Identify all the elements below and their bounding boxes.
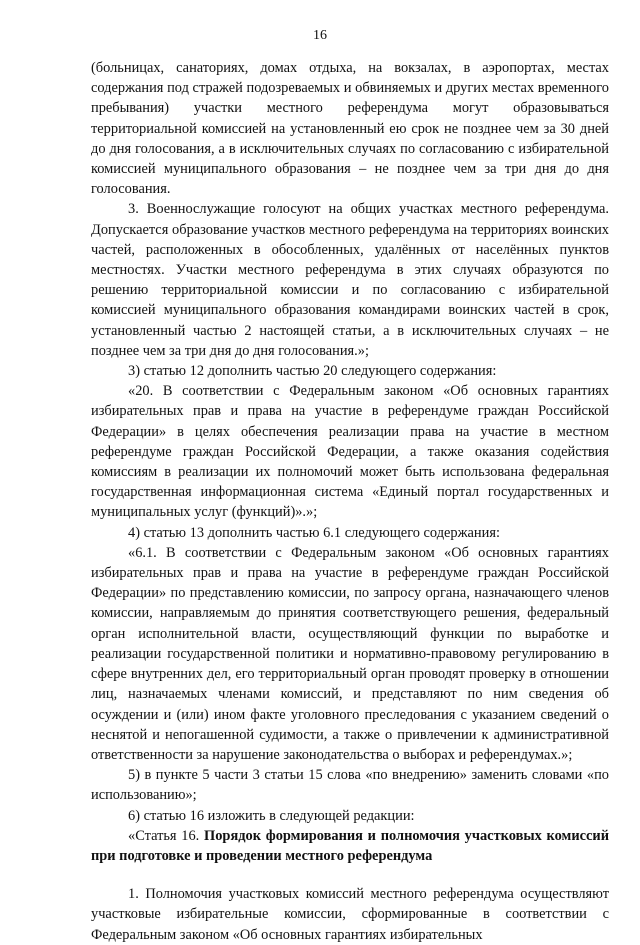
article-title: Порядок формирования и полномочия участковых комиссий при подготовке и проведении местного референдума xyxy=(91,827,609,864)
paragraph: 4) статью 13 дополнить частью 6.1 следующего содержания: xyxy=(128,524,500,541)
paragraph: 6) статью 16 изложить в следующей редакции: xyxy=(128,807,415,824)
document-body xyxy=(91,58,609,945)
paragraph: (больницах, санаториях, домах отдыха, на вокзалах, в аэропортах, местах содержания под стражей подозреваемых и обвиняемых и других местах временного пребывания) участки местного референдума могут образовываться территориальной комиссией на установленный ею срок не позднее чем за 30 дней до дня голосования, а в исключительных случаях по согласованию с избирательной комиссией муниципального образования – не позднее чем за три дня до дня голосования. xyxy=(91,60,609,198)
paragraph: 5) в пункте 5 части 3 статьи 15 слова «по внедрению» заменить словами «по использованию»; xyxy=(91,767,609,804)
page-number: 16 xyxy=(313,28,327,43)
article-heading xyxy=(91,826,609,866)
paragraph: 1. Полномочия участковых комиссий местного референдума осуществляют участковые избирательные комиссии, сформированные в соответствии с Федеральным законом «Об основных гарантиях избирательных xyxy=(91,886,609,943)
paragraph: 3. Военнослужащие голосуют на общих участках местного референдума. Допускается образование участков местного референдума на территориях воинских частей, расположенных в обособленных, удалённых от населённых пунктов местностях. Участки местного референдума в этих случаях образуются по решению территориальной комиссии и по согласованию с избирательной комиссией муниципального образования командирами воинских частей в срок, установленный частью 2 настоящей статьи, а в исключительных случаях – не позднее чем за три дня до дня голосования.»; xyxy=(91,201,609,359)
paragraph: «6.1. В соответствии с Федеральным законом «Об основных гарантиях избирательных прав и права на участие в референдуме граждан Российской Федерации» по представлению комиссии, по запросу органа, назначающего членов комиссии, направляемым до принятия соответствующего решения, федеральный орган исполнительной власти, осуществляющий функции по выработке и реализации государственной политики и нормативно-правовому регулированию в сфере внутренних дел, его территориальный орган проводят проверку в отношении лиц, назначаемых членами комиссий, и представляют по ним сведения об осуждении и (или) ином факте уголовного преследования с указанием сведений о неснятой и непогашенной судимости, а также о привлечении к административной ответственности за нарушение законодательства о выборах и референдумах.»; xyxy=(91,544,609,763)
paragraph: 3) статью 12 дополнить частью 20 следующего содержания: xyxy=(128,363,497,380)
spacer xyxy=(91,866,609,884)
paragraph: «20. В соответствии с Федеральным законом «Об основных гарантиях избирательных прав и права на участие в референдуме граждан Российской Федерации» в целях обеспечения реализации права на участие в местном референдуме граждан Российской Федерации, а также оказания содействия комиссиям в реализации их полномочий может быть использована федеральная государственная информационная система «Единый портал государственных и муниципальных услуг (функций)».»; xyxy=(91,383,609,521)
article-number: «Статья 16. xyxy=(128,827,200,844)
